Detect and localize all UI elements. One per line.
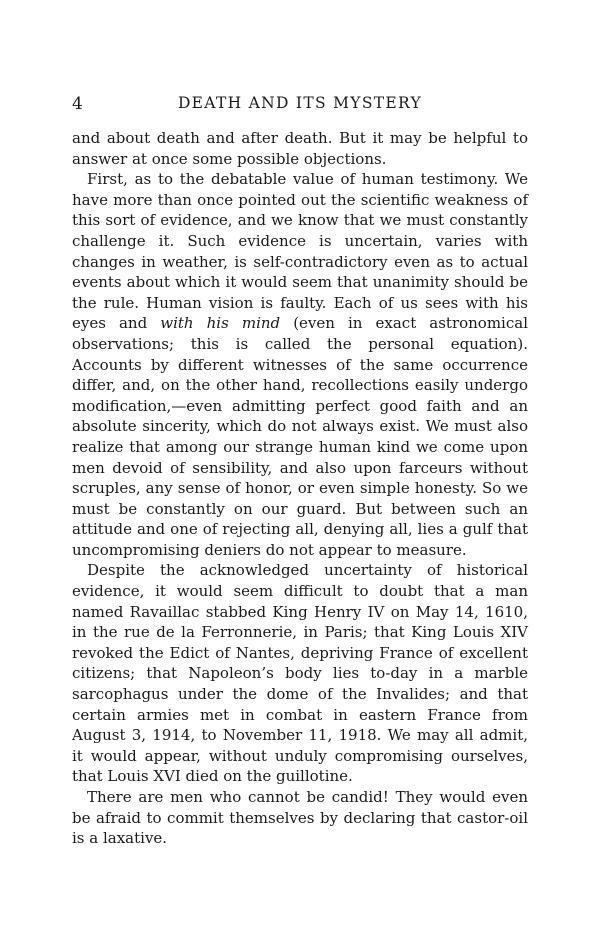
paragraph-2	[72, 169, 528, 560]
body-text	[72, 128, 528, 849]
running-head: DEATH AND ITS MYSTERY	[177, 94, 423, 112]
paragraph-4: There are men who cannot be candid! They would even be afraid to commit themselves by declaring that castor-oil is a laxative.	[72, 788, 528, 848]
paragraph-3: Despite the acknowledged uncertainty of historical evidence, it would seem difficult to doubt that a man named Ravaillac stabbed King Henry IV on May 14, 1610, in the rue de la Ferronnerie, in Paris; that King Louis XIV revoked the Edict of Nantes, depriving France of excellent citizens; that Napoleon’s body lies to-day in a marble sarcophagus under the dome of the Invalides; and that certain armies met in combat in eastern France from August 3, 1914, to November 11, 1918. We may all admit, it would appear, without unduly compromising ourselves, that Louis XVI died on the guillotine.	[72, 561, 528, 786]
paragraph-2-text-b: (even in exact astronomical observations; this is called the personal equation). Accounts by different witnesses of the same occurrence differ, and, on the other hand, recollections easily undergo modification,—even admitting perfect good faith and an absolute sincerity, which do not always exist. We must also realize that among our strange human kind we come upon men devoid of sensibility, and also upon farceurs without scruples, any sense of honor, or even simple honesty. So we must be constantly on our guard. But between such an attitude and one of rejecting all, denying all, lies a gulf that uncompromising deniers do not appear to measure.	[72, 314, 528, 559]
page-number: 4	[72, 94, 84, 114]
paragraph-2-text-a: First, as to the debatable value of human testimony. We have more than once pointed out the scientific weakness of this sort of evidence, and we know that we must constantly challenge it. Such evidence is uncertain, varies with changes in weather, is self-contradictory even as to actual events about which it would seem that unanimity should be the rule. Human vision is faulty. Each of us sees with his eyes and	[72, 170, 528, 333]
page-header	[72, 94, 528, 118]
paragraph-1: and about death and after death. But it may be helpful to answer at once some possible objections.	[72, 129, 528, 168]
emphasis-with-his-mind: with his mind	[160, 314, 281, 333]
